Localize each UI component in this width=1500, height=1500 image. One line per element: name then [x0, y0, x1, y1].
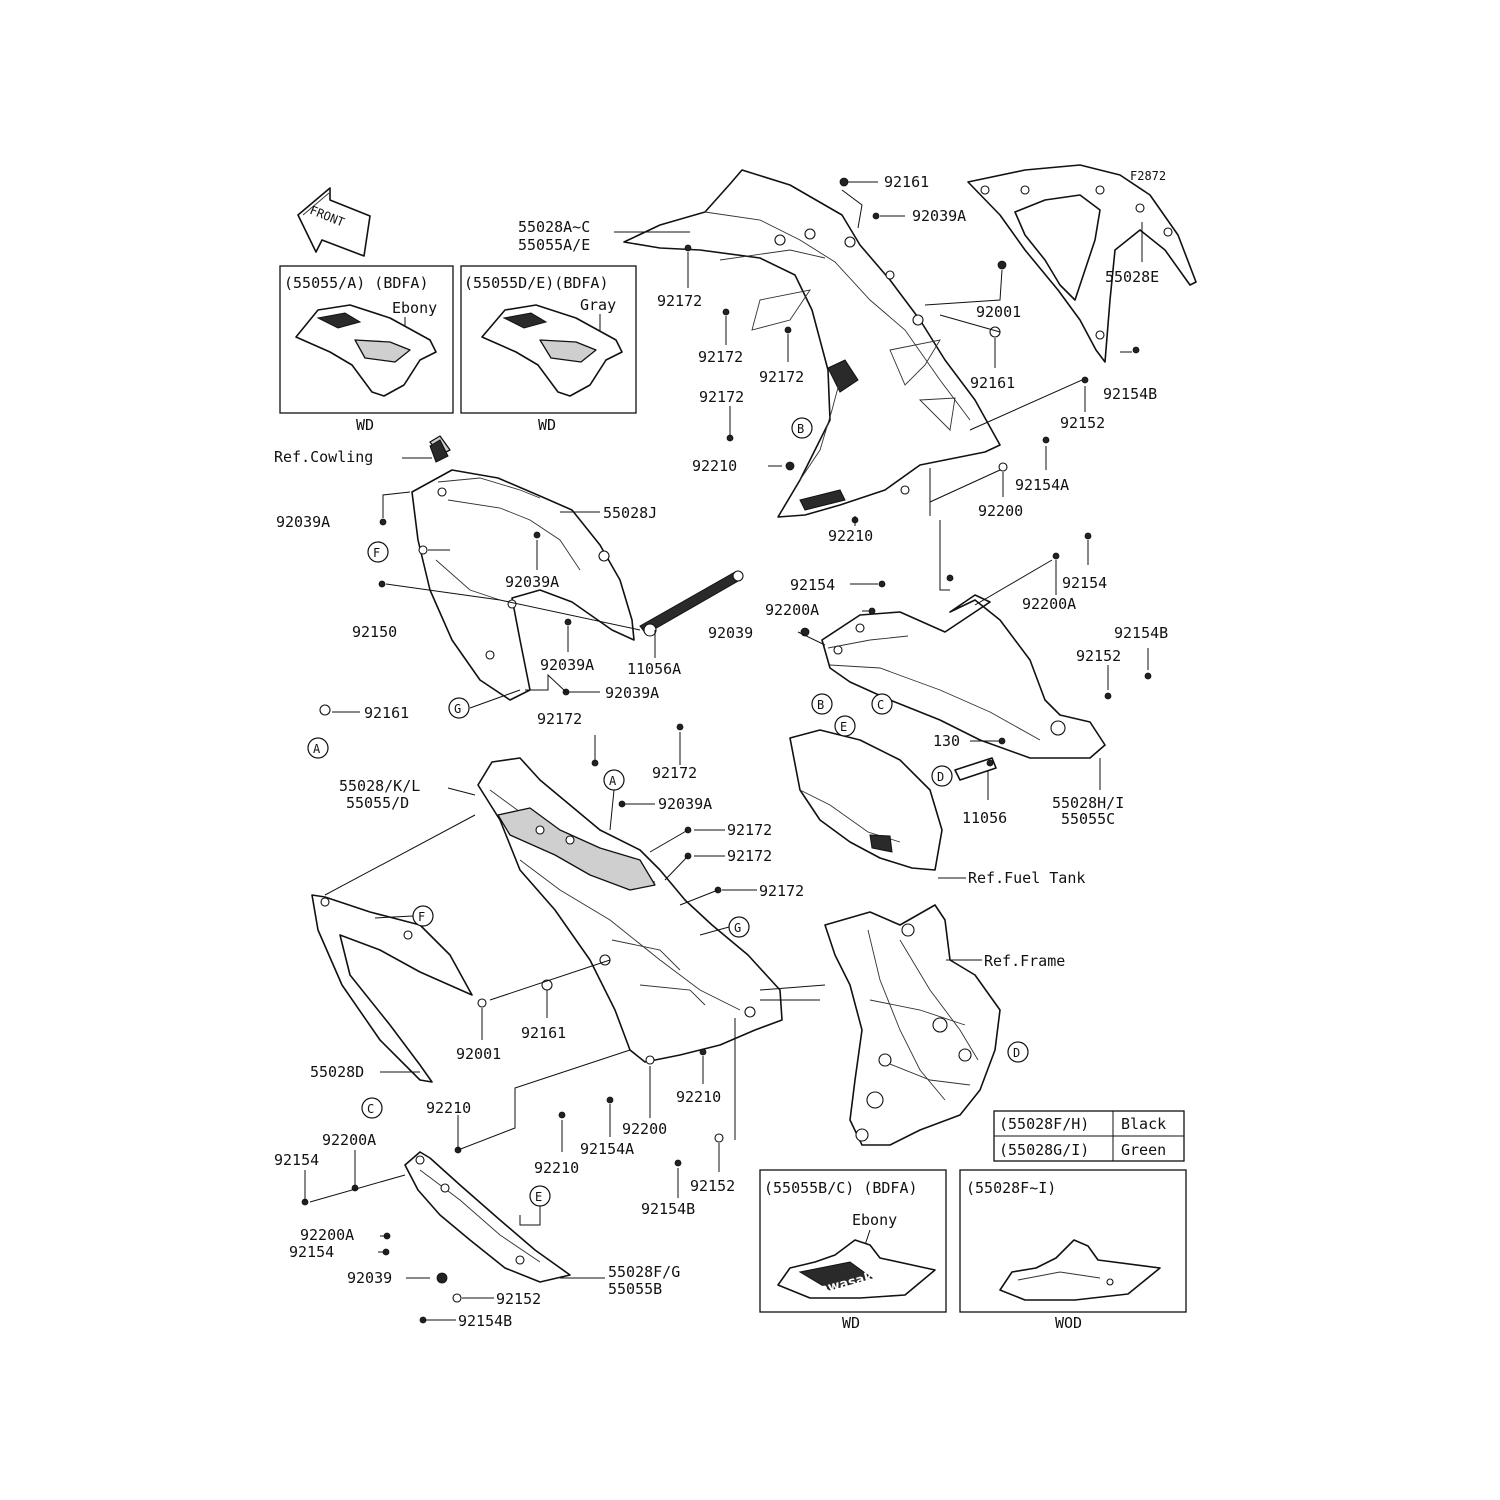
part-label: 92161 [970, 374, 1016, 392]
part-label: 92200A [322, 1131, 377, 1149]
lower-cowl-thumbnail [1000, 1240, 1160, 1300]
callout-e [530, 1186, 550, 1206]
frame-ref [825, 905, 1000, 1145]
part-label: 92152 [496, 1290, 542, 1308]
part-label: 92210 [426, 1099, 472, 1117]
part-label: 92161 [364, 704, 410, 722]
part-label: 92200A [765, 601, 820, 619]
svg-text:B: B [817, 698, 825, 712]
ref-cowling: Ref.Cowling [274, 448, 374, 466]
callout-b [792, 418, 812, 438]
color-table-color: Black [1121, 1115, 1167, 1133]
part-label: 55028J [603, 504, 658, 522]
ref-fuel-tank: Ref.Fuel Tank [968, 869, 1086, 887]
part-label: 55055B [608, 1280, 663, 1298]
part-label: 92152 [1076, 647, 1122, 665]
part-label: 92039A [912, 207, 967, 225]
part-label: 92039 [347, 1269, 393, 1287]
variant-box-color: Ebony [852, 1211, 898, 1229]
variant-box-55028f-i [960, 1170, 1186, 1332]
part-label: 92001 [976, 303, 1022, 321]
variant-box-footer: WOD [1055, 1314, 1083, 1332]
variant-box-header: (55055D/E)(BDFA) [464, 274, 609, 292]
part-label: 92154B [641, 1200, 696, 1218]
kawasaki-logo: Kawasaki [808, 1268, 879, 1301]
callout-e [835, 716, 855, 736]
part-label: 130 [933, 732, 961, 750]
color-table [994, 1111, 1184, 1161]
part-label: 92210 [828, 527, 874, 545]
part-label: 55028A~C [518, 218, 591, 236]
part-label: 92210 [692, 457, 738, 475]
svg-text:G: G [734, 921, 742, 935]
part-label: 92154 [289, 1243, 335, 1261]
callout-d [932, 766, 952, 786]
part-label: 92039A [540, 656, 595, 674]
svg-text:B: B [797, 422, 805, 436]
part-label: 92161 [521, 1024, 567, 1042]
variant-box-header: (55055/A) (BDFA) [284, 274, 429, 292]
part-label: 55055/D [346, 794, 410, 812]
svg-text:C: C [367, 1102, 375, 1116]
front-arrow [298, 188, 370, 256]
variant-box-footer: WD [538, 416, 557, 434]
part-label: 11056A [627, 660, 682, 678]
part-label: 92150 [352, 623, 398, 641]
svg-text:A: A [313, 742, 321, 756]
side-cowl-55028h [822, 595, 1105, 758]
part-label: 55028/K/L [339, 777, 421, 795]
part-label: 55055A/E [518, 236, 591, 254]
part-label: 92172 [537, 710, 583, 728]
variant-box-color: Gray [580, 296, 617, 314]
part-label: 92039A [605, 684, 660, 702]
callout-f [413, 906, 433, 926]
svg-text:C: C [877, 698, 885, 712]
part-label: 92210 [534, 1159, 580, 1177]
callout-f [368, 542, 388, 562]
callout-d [1008, 1042, 1028, 1062]
front-arrow-label: FRONT [307, 203, 347, 230]
part-label: 92154B [458, 1312, 513, 1330]
part-label: 55028H/I [1052, 794, 1125, 812]
variant-box-color: Ebony [392, 299, 438, 317]
part-label: 92200 [978, 502, 1024, 520]
part-label: 92200 [622, 1120, 668, 1138]
part-label: 92172 [759, 368, 805, 386]
part-label: 92039A [658, 795, 713, 813]
part-label: 92172 [727, 847, 773, 865]
part-label: 92154A [1015, 476, 1070, 494]
variant-box-55055b-c [760, 1170, 946, 1332]
svg-text:D: D [937, 770, 945, 784]
part-label: 92001 [456, 1045, 502, 1063]
part-label: 11056 [962, 809, 1008, 827]
bracket-11056 [955, 758, 996, 780]
part-label: 92039A [276, 513, 331, 531]
part-label: 92161 [884, 173, 930, 191]
variant-box-55055-a [280, 266, 453, 434]
variant-box-55055d-e [461, 266, 636, 434]
part-label: 55028D [310, 1063, 365, 1081]
color-table-code: (55028F/H) [999, 1115, 1090, 1133]
figure-code: F2872 [1130, 169, 1167, 183]
part-label: 92152 [1060, 414, 1106, 432]
part-label: 92152 [690, 1177, 736, 1195]
part-label: 92172 [727, 821, 773, 839]
part-label: 92154A [580, 1140, 635, 1158]
part-label: 92172 [759, 882, 805, 900]
callout-g [449, 698, 469, 718]
part-label: 92039A [505, 573, 560, 591]
part-label: 55028E [1105, 268, 1160, 286]
svg-text:E: E [535, 1190, 543, 1204]
part-label: 92200A [300, 1226, 355, 1244]
part-label: 92154B [1114, 624, 1169, 642]
inner-panel-55028d [312, 895, 472, 1082]
color-table-code: (55028G/I) [999, 1141, 1090, 1159]
variant-box-footer: WD [842, 1314, 861, 1332]
part-label: 92172 [657, 292, 703, 310]
callout-a [604, 770, 624, 790]
part-label: 92200A [1022, 595, 1077, 613]
part-label: 92039 [708, 624, 754, 642]
part-label: 92172 [698, 348, 744, 366]
svg-text:G: G [454, 702, 462, 716]
svg-text:F: F [418, 910, 426, 924]
callout-g [729, 917, 749, 937]
svg-text:E: E [840, 720, 848, 734]
callout-c [872, 694, 892, 714]
color-table-color: Green [1121, 1141, 1167, 1159]
part-label: 55028F/G [608, 1263, 681, 1281]
part-label: 92172 [699, 388, 745, 406]
callout-c [362, 1098, 382, 1118]
callout-b [812, 694, 832, 714]
svg-text:F: F [373, 546, 381, 560]
ref-frame: Ref.Frame [984, 952, 1066, 970]
part-label: 92154 [1062, 574, 1108, 592]
part-label: 92172 [652, 764, 698, 782]
part-label: 92154 [790, 576, 836, 594]
variant-box-header: (55055B/C) (BDFA) [764, 1179, 918, 1197]
svg-text:D: D [1013, 1046, 1021, 1060]
part-label: 92154 [274, 1151, 320, 1169]
part-label: 92210 [676, 1088, 722, 1106]
variant-box-header: (55028F~I) [966, 1179, 1057, 1197]
fuel-tank-ref [790, 730, 945, 870]
part-label: 92154B [1103, 385, 1158, 403]
variant-box-footer: WD [356, 416, 375, 434]
svg-text:A: A [609, 774, 617, 788]
callout-a [308, 738, 328, 758]
part-label: 55055C [1061, 810, 1116, 828]
